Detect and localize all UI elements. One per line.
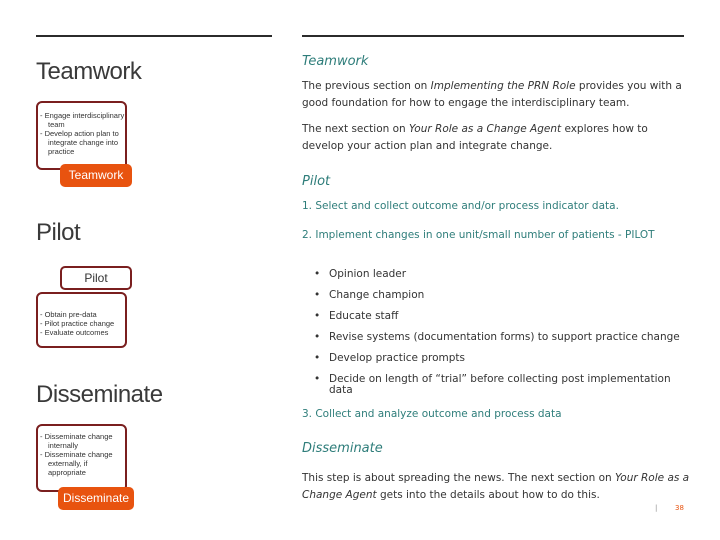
pilot-step-2: 2. Implement changes in one unit/small number of patients - PILOT <box>302 229 655 241</box>
pilot-heading: Pilot <box>36 219 81 246</box>
teamwork-list <box>40 111 126 156</box>
pilot-section-title: Pilot <box>302 174 331 189</box>
disseminate-paragraph: This step is about spreading the news. The next section on Your Role as a Change Agent gets into the details about how to do this. <box>302 472 690 501</box>
teamwork-tag[interactable]: Teamwork <box>60 164 132 187</box>
list-item: • Decide on length of “trial” before collecting post implementation data <box>314 374 684 396</box>
list-item: • Revise systems (documentation forms) to support practice change <box>314 332 694 343</box>
disseminate-list <box>40 432 126 477</box>
list-item: - Evaluate outcomes <box>40 328 126 337</box>
teamwork-heading: Teamwork <box>36 58 142 85</box>
disseminate-section-title: Disseminate <box>302 441 383 456</box>
footer-separator: | <box>655 504 658 512</box>
disseminate-tag[interactable]: Disseminate <box>58 487 134 510</box>
list-item: - Disseminate change internally <box>40 432 126 450</box>
list-item: • Opinion leader <box>314 269 694 280</box>
list-item: - Engage interdisciplinary team <box>40 111 126 129</box>
pilot-list <box>40 310 126 337</box>
list-item: - Develop action plan to integrate change into practice <box>40 129 126 156</box>
list-item: • Change champion <box>314 290 694 301</box>
teamwork-paragraph-1: The previous section on Implementing the PRN Role provides you with a good foundation for how to engage the interdisciplinary team. <box>302 80 682 109</box>
pilot-step-1: 1. Select and collect outcome and/or process indicator data. <box>302 200 619 212</box>
list-item: - Disseminate change externally, if appropriate <box>40 450 126 477</box>
left-top-rule <box>36 35 272 37</box>
list-item: - Pilot practice change <box>40 319 126 328</box>
list-item: - Obtain pre-data <box>40 310 126 319</box>
disseminate-heading: Disseminate <box>36 381 163 408</box>
page-number: 38 <box>675 504 684 512</box>
list-item: • Educate staff <box>314 311 694 322</box>
teamwork-section-title: Teamwork <box>302 54 369 69</box>
pilot-tag[interactable]: Pilot <box>60 266 132 290</box>
teamwork-paragraph-2: The next section on Your Role as a Change Agent explores how to develop your action plan and integrate change. <box>302 123 648 152</box>
list-item: • Develop practice prompts <box>314 353 694 364</box>
right-top-rule <box>302 35 684 37</box>
pilot-step-3: 3. Collect and analyze outcome and process data <box>302 408 562 420</box>
